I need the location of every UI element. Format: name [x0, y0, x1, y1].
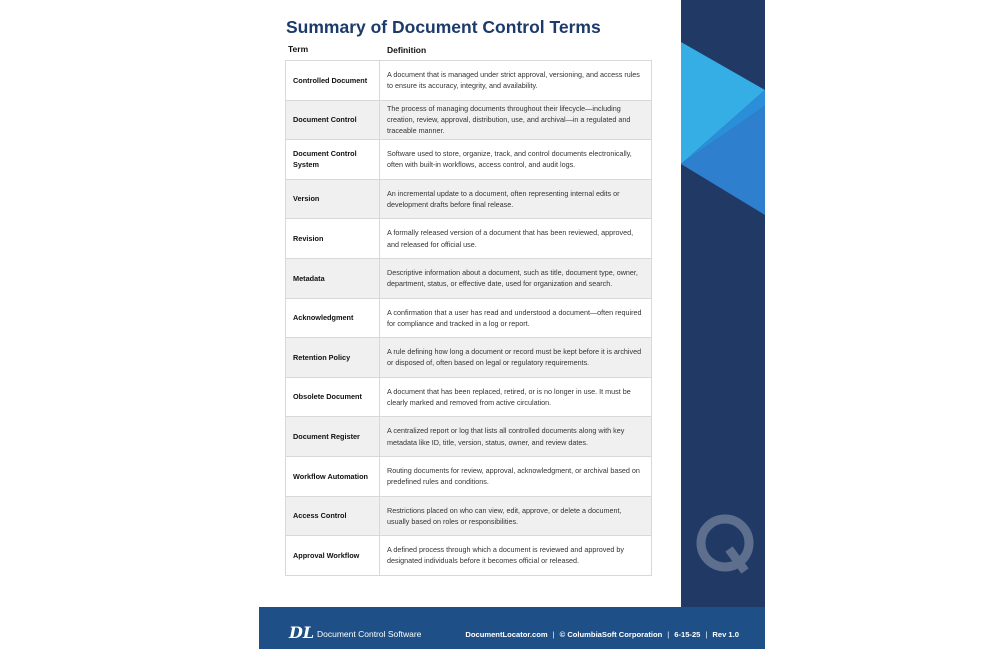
table-row: [286, 496, 652, 536]
table-row: [286, 456, 652, 496]
definition-cell: Restrictions placed on who can view, edit, approve, or delete a document, usually based on roles or responsibilities.: [380, 496, 652, 536]
q-watermark-icon: [701, 519, 749, 571]
revision-text: Rev 1.0: [712, 630, 739, 639]
term-cell: Obsolete Document: [286, 377, 380, 417]
definition-cell: A confirmation that a user has read and understood a document—often required for compliance and tracked in a log or report.: [380, 298, 652, 338]
document-page: [259, 0, 765, 649]
table-row: [286, 377, 652, 417]
term-cell: Document Register: [286, 417, 380, 457]
date-text: 6-15-25: [674, 630, 701, 639]
definition-cell: A centralized report or log that lists all controlled documents along with key metadata like ID, title, version, status, owner, and review dates.: [380, 417, 652, 457]
sidebar-decoration: [681, 0, 765, 607]
logo-text: DL: [289, 624, 314, 640]
page-title: Summary of Document Control Terms: [286, 17, 601, 37]
term-cell: Controlled Document: [286, 61, 380, 101]
term-cell: Revision: [286, 219, 380, 259]
footer-info: [465, 630, 739, 639]
table-row: [286, 298, 652, 338]
definition-cell: A rule defining how long a document or record must be kept before it is archived or disposed of, often based on legal or regulatory requirements.: [380, 338, 652, 378]
definition-cell: A document that is managed under strict approval, versioning, and access rules to ensure its accuracy, integrity, and availability.: [380, 61, 652, 101]
table-row: [286, 100, 652, 140]
term-cell: Metadata: [286, 258, 380, 298]
copyright-text: © ColumbiaSoft Corporation: [559, 630, 663, 639]
separator: |: [667, 630, 670, 639]
footer: [259, 607, 765, 649]
definition-cell: Software used to store, organize, track, and control documents electronically, often with built-in workflows, access control, and audit logs.: [380, 140, 652, 180]
dl-logo-icon: [288, 624, 314, 640]
definition-cell: Descriptive information about a document, such as title, document type, owner, department, status, or effective date, used for organization and search.: [380, 258, 652, 298]
brand-name: Document Control Software: [317, 629, 422, 639]
term-cell: Document Control System: [286, 140, 380, 180]
table-row: [286, 179, 652, 219]
triangle-graphic: [681, 0, 765, 607]
table-row: [286, 536, 652, 576]
term-cell: Document Control: [286, 100, 380, 140]
table-row: [286, 417, 652, 457]
website-link[interactable]: DocumentLocator.com: [465, 630, 548, 639]
term-cell: Access Control: [286, 496, 380, 536]
definition-cell: A document that has been replaced, retired, or is no longer in use. It must be clearly marked and removed from active circulation.: [380, 377, 652, 417]
table-row: [286, 258, 652, 298]
term-cell: Approval Workflow: [286, 536, 380, 576]
terms-table: [285, 60, 652, 576]
term-cell: Workflow Automation: [286, 456, 380, 496]
column-header-term: Term: [288, 44, 309, 54]
definition-cell: The process of managing documents throughout their lifecycle—including creation, review, approval, distribution, use, and archival—in a regulated and traceable manner.: [380, 100, 652, 140]
separator: |: [552, 630, 555, 639]
column-header-definition: Definition: [387, 45, 427, 55]
term-cell: Retention Policy: [286, 338, 380, 378]
definition-cell: Routing documents for review, approval, acknowledgment, or archival based on predefined rules and conditions.: [380, 456, 652, 496]
definition-cell: A defined process through which a document is reviewed and approved by designated individuals before it becomes official or released.: [380, 536, 652, 576]
table-row: [286, 338, 652, 378]
definition-cell: A formally released version of a document that has been reviewed, approved, and released for official use.: [380, 219, 652, 259]
table-row: [286, 140, 652, 180]
table-row: [286, 61, 652, 101]
definition-cell: An incremental update to a document, often representing internal edits or development drafts before final release.: [380, 179, 652, 219]
term-cell: Acknowledgment: [286, 298, 380, 338]
table-row: [286, 219, 652, 259]
term-cell: Version: [286, 179, 380, 219]
separator: |: [705, 630, 708, 639]
